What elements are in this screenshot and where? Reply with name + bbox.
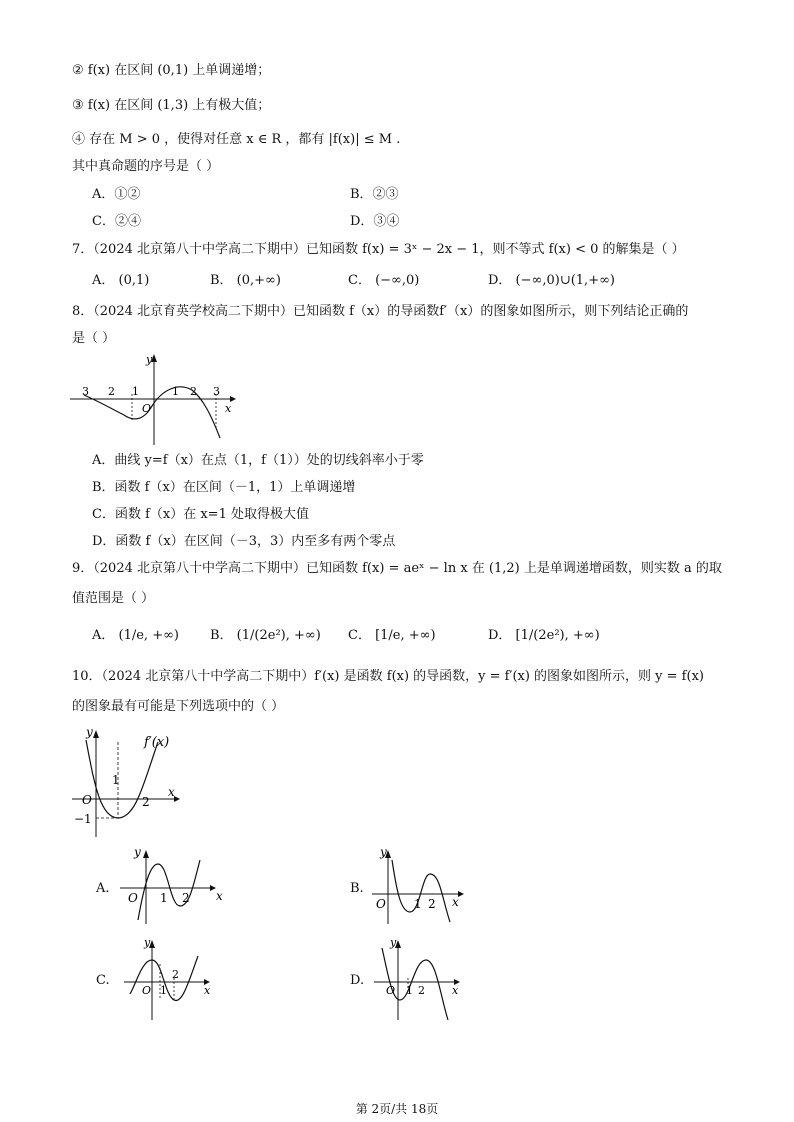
question-prompt: 其中真命题的序号是（ ） [72, 159, 220, 174]
q10-stem-line2: 的图象最有可能是下列选项中的（ ） [72, 699, 285, 714]
label-one: 1 [160, 984, 167, 997]
tick-label: 3 [213, 385, 220, 398]
q9-option-a: A． (1/e, +∞) [92, 628, 179, 643]
x-axis-label: x [225, 402, 232, 415]
origin-label: O [376, 897, 386, 911]
q10-option-b-label: B. [350, 881, 364, 896]
q9-stem-line1: 9．（2024 北京第八十中学高二下期中）已知函数 f(x) = aeˣ − ln x 在 (1,2) 上是单调递增函数，则实数 a 的取 [72, 561, 722, 576]
q9-option-b: B． (1/(2e²), +∞) [210, 628, 321, 643]
q9-option-d: D． [1/(2e²), +∞) [488, 628, 600, 643]
q7-option-b: B． (0,+∞) [210, 273, 281, 288]
x-axis-label: x [452, 984, 459, 997]
origin-label: O [82, 793, 92, 807]
label-two: 2 [428, 897, 436, 911]
x-axis-label: x [168, 785, 175, 799]
y-axis-label: y [134, 846, 141, 859]
curve-label: f′(x) [144, 735, 170, 750]
q6-option-b: B．②③ [350, 187, 399, 202]
q6-option-c: C．②④ [92, 214, 141, 229]
q10-derivative-graph [72, 722, 192, 842]
label-one: 1 [112, 773, 120, 787]
page-footer: 第 2页/共 18页 [355, 1102, 439, 1116]
q8-option-c: C．函数 f（x）在 x=1 处取得极大值 [92, 507, 309, 522]
x-axis-label: x [452, 895, 459, 909]
q7-stem: 7．（2024 北京第八十中学高二下期中）已知函数 f(x) = 3ˣ − 2x − 1，则不等式 f(x) < 0 的解集是（ ） [72, 242, 685, 257]
y-axis-label: y [86, 725, 93, 739]
q8-stem-line2: 是（ ） [72, 331, 116, 346]
q10-option-d-label: D. [350, 973, 365, 988]
origin-label: O [142, 402, 152, 415]
origin-label: O [386, 984, 396, 997]
q10-option-a-graph [118, 846, 228, 926]
origin-label: O [142, 984, 152, 997]
statement-2: ② f(x) 在区间 (0,1) 上单调递增； [72, 63, 271, 78]
label-one: 1 [406, 984, 413, 997]
y-axis-label: y [144, 936, 151, 949]
q6-option-a: A．①② [92, 187, 141, 202]
label-one: 1 [414, 897, 422, 911]
q7-option-a: A． (0,1) [92, 273, 150, 288]
x-axis-label: x [204, 984, 211, 997]
q9-option-c: C． [1/e, +∞) [348, 628, 436, 643]
label-two: 2 [142, 795, 150, 809]
statement-3: ③ f(x) 在区间 (1,3) 上有极大值； [72, 98, 271, 113]
label-neg-one: −1 [74, 812, 92, 826]
q10-option-c-graph [122, 934, 222, 1024]
x-axis-label: x [216, 889, 223, 903]
q10-option-b-graph [370, 846, 480, 926]
tick-label: 2 [190, 385, 197, 398]
y-axis-label: y [390, 936, 397, 949]
q10-option-d-graph [372, 934, 472, 1024]
q10-option-a-label: A. [96, 881, 110, 896]
q10-option-c-label: C. [96, 973, 110, 988]
q7-option-d: D． (−∞,0)∪(1,+∞) [488, 273, 615, 288]
q8-derivative-graph [70, 350, 240, 445]
q8-option-a: A．曲线 y=f（x）在点（1，f（1））处的切线斜率小于零 [92, 453, 424, 468]
q6-option-d: D．③④ [350, 214, 400, 229]
q9-stem-line2: 值范围是（ ） [72, 591, 155, 606]
tick-label: 3 [82, 385, 89, 398]
label-two: 2 [172, 968, 179, 981]
label-two: 2 [418, 984, 425, 997]
tick-label: 1 [172, 385, 179, 398]
q8-option-d: D．函数 f（x）在区间（－3，3）内至多有两个零点 [92, 534, 396, 549]
q10-stem-line1: 10．（2024 北京第八十中学高二下期中）f′(x) 是函数 f(x) 的导函数，y = f′(x) 的图象如图所示，则 y = f(x) [72, 669, 704, 684]
q8-option-b: B．函数 f（x）在区间（－1，1）上单调递增 [92, 480, 356, 495]
origin-label: O [128, 891, 138, 905]
label-one: 1 [160, 891, 168, 905]
q8-stem-line1: 8．（2024 北京育英学校高二下期中）已知函数 f（x）的导函数f′（x）的图象如图所示，则下列结论正确的 [72, 304, 689, 319]
label-two: 2 [182, 891, 190, 905]
tick-label: 1 [132, 385, 139, 398]
q7-option-c: C． (−∞,0) [348, 273, 420, 288]
y-axis-label: y [380, 846, 387, 859]
y-axis-label: y [146, 353, 153, 366]
tick-label: 2 [108, 385, 115, 398]
statement-4: ④ 存在 M > 0 ，使得对任意 x ∈ R ，都有 |f(x)| ≤ M . [72, 132, 401, 147]
